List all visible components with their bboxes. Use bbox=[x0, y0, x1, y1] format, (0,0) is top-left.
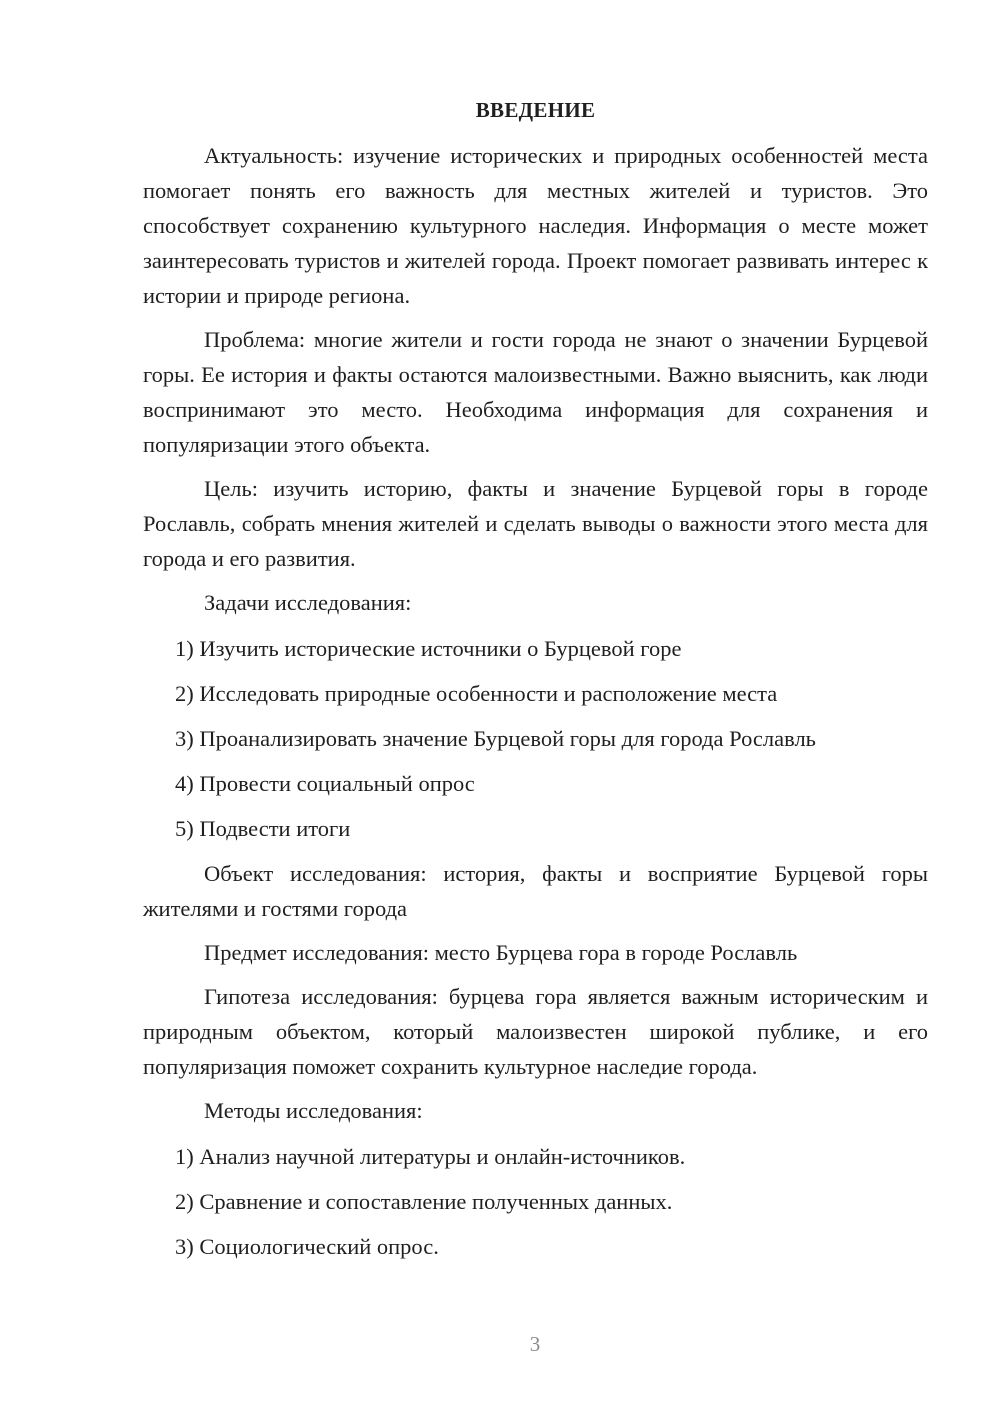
list-item: 3) Проанализировать значение Бурцевой горы для города Рославль bbox=[175, 726, 816, 751]
hypothesis-paragraph: Гипотеза исследования: бурцева гора является важным историческим и природным объектом, который малоизвестен широкой публике, и его популяризация поможет сохранить культурное наследие города. bbox=[143, 984, 928, 1079]
section-title: ВВЕДЕНИЕ bbox=[475, 98, 596, 122]
list-item: 3) Социологический опрос. bbox=[175, 1234, 439, 1259]
object-paragraph: Объект исследования: история, факты и восприятие Бурцевой горы жителями и гостями города bbox=[143, 861, 928, 921]
problem-paragraph: Проблема: многие жители и гости города не знают о значении Бурцевой горы. Ее история и факты остаются малоизвестными. Важно выяснить, как люди воспринимают это место. Необходима информация для сохранения и популяризации этого объекта. bbox=[143, 327, 928, 457]
tasks-list bbox=[143, 631, 928, 846]
list-item: 1) Анализ научной литературы и онлайн-источников. bbox=[175, 1144, 686, 1169]
relevance-paragraph: Актуальность: изучение исторических и природных особенностей места помогает понять его важность для местных жителей и туристов. Это способствует сохранению культурного наследия. Информация о месте может заинтересовать туристов и жителей города. Проект помогает развивать интерес к истории и природе региона. bbox=[143, 143, 928, 308]
list-item: 2) Исследовать природные особенности и расположение места bbox=[175, 681, 778, 706]
list-item: 5) Подвести итоги bbox=[175, 816, 351, 841]
document-page bbox=[143, 90, 928, 1274]
page-number: 3 bbox=[529, 1332, 541, 1356]
list-item: 1) Изучить исторические источники о Бурцевой горе bbox=[175, 636, 682, 661]
methods-heading: Методы исследования: bbox=[204, 1098, 423, 1123]
subject-paragraph: Предмет исследования: место Бурцева гора в городе Рославль bbox=[204, 940, 798, 965]
list-item: 4) Провести социальный опрос bbox=[175, 771, 475, 796]
tasks-heading: Задачи исследования: bbox=[204, 590, 412, 615]
list-item: 2) Сравнение и сопоставление полученных данных. bbox=[175, 1189, 673, 1214]
methods-list bbox=[143, 1139, 928, 1264]
goal-paragraph: Цель: изучить историю, факты и значение Бурцевой горы в городе Рославль, собрать мнения жителей и сделать выводы о важности этого места для города и его развития. bbox=[143, 476, 928, 571]
